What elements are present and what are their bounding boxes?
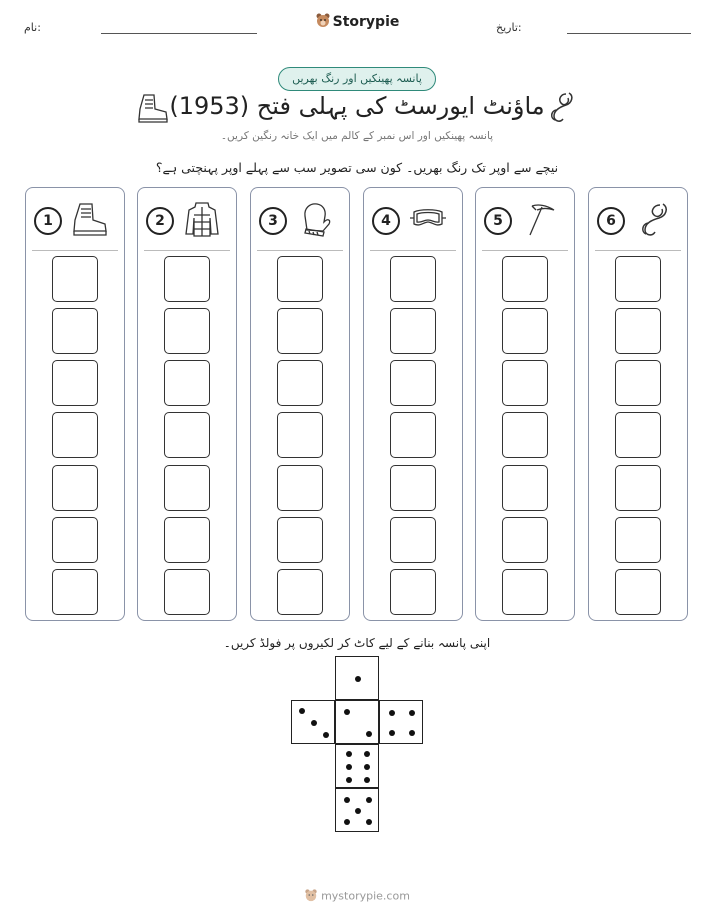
color-box[interactable] bbox=[164, 308, 210, 354]
dice-pip bbox=[346, 764, 352, 770]
column-2 bbox=[137, 187, 237, 621]
color-box[interactable] bbox=[277, 517, 323, 563]
column-divider bbox=[595, 250, 681, 251]
color-box[interactable] bbox=[164, 465, 210, 511]
jacket-icon bbox=[182, 200, 222, 238]
color-box[interactable] bbox=[615, 569, 661, 615]
color-box[interactable] bbox=[277, 569, 323, 615]
instruction-pill: پانسہ پھینکیں اور رنگ بھریں bbox=[278, 67, 436, 91]
brand-name: Storypie bbox=[332, 14, 400, 30]
boot-icon bbox=[70, 200, 110, 238]
color-box[interactable] bbox=[277, 256, 323, 302]
column-number: 1 bbox=[34, 207, 62, 235]
column-divider bbox=[257, 250, 343, 251]
color-box[interactable] bbox=[277, 308, 323, 354]
bear-footer-icon bbox=[304, 888, 318, 905]
dice-face-5 bbox=[335, 788, 379, 832]
bear-logo-icon bbox=[315, 12, 331, 32]
dice-pip bbox=[355, 808, 361, 814]
color-box[interactable] bbox=[615, 465, 661, 511]
mitten-icon bbox=[295, 200, 335, 238]
dice-pip bbox=[364, 777, 370, 783]
dice-pip bbox=[299, 708, 305, 714]
color-box[interactable] bbox=[277, 412, 323, 458]
column-number: 4 bbox=[372, 207, 400, 235]
page-title: ماؤنٹ ایورسٹ کی پہلی فتح (1953) bbox=[169, 92, 545, 120]
column-divider bbox=[482, 250, 568, 251]
dice-pip bbox=[346, 777, 352, 783]
column-4 bbox=[363, 187, 463, 621]
color-box[interactable] bbox=[615, 256, 661, 302]
column-3 bbox=[250, 187, 350, 621]
dice-face-3 bbox=[291, 700, 335, 744]
color-box[interactable] bbox=[502, 308, 548, 354]
column-6 bbox=[588, 187, 688, 621]
title-rope-icon bbox=[546, 90, 576, 124]
color-box[interactable] bbox=[390, 517, 436, 563]
color-box[interactable] bbox=[390, 569, 436, 615]
dice-face-1 bbox=[335, 656, 379, 700]
column-divider bbox=[144, 250, 230, 251]
dice-pip bbox=[364, 751, 370, 757]
color-box[interactable] bbox=[502, 256, 548, 302]
color-box[interactable] bbox=[502, 517, 548, 563]
color-box[interactable] bbox=[502, 569, 548, 615]
column-number: 2 bbox=[146, 207, 174, 235]
name-line[interactable] bbox=[101, 33, 257, 34]
dice-face-4 bbox=[379, 700, 423, 744]
footer bbox=[0, 888, 714, 905]
color-box[interactable] bbox=[615, 517, 661, 563]
dice-pip bbox=[389, 710, 395, 716]
dice-pip bbox=[364, 764, 370, 770]
dice-pip bbox=[355, 676, 361, 682]
footer-url[interactable]: mystorypie.com bbox=[321, 889, 410, 903]
dice-pip bbox=[366, 819, 372, 825]
name-label: نام: bbox=[24, 21, 41, 34]
color-box[interactable] bbox=[52, 256, 98, 302]
color-box[interactable] bbox=[52, 360, 98, 406]
color-box[interactable] bbox=[615, 360, 661, 406]
color-box[interactable] bbox=[390, 360, 436, 406]
color-box[interactable] bbox=[164, 256, 210, 302]
rope-icon bbox=[633, 200, 673, 238]
question-text: نیچے سے اوپر تک رنگ بھریں۔ کون سی تصویر سب سے پہلے اوپر پہنچتی ہے؟ bbox=[155, 160, 559, 175]
brand-logo bbox=[0, 12, 714, 32]
dice-face-2 bbox=[335, 700, 379, 744]
color-box[interactable] bbox=[502, 465, 548, 511]
color-box[interactable] bbox=[52, 517, 98, 563]
date-line[interactable] bbox=[567, 33, 691, 34]
color-box[interactable] bbox=[52, 465, 98, 511]
column-number: 6 bbox=[597, 207, 625, 235]
color-box[interactable] bbox=[164, 517, 210, 563]
color-box[interactable] bbox=[277, 465, 323, 511]
dice-pip bbox=[389, 730, 395, 736]
date-label: تاریخ: bbox=[496, 21, 522, 34]
column-divider bbox=[32, 250, 118, 251]
color-box[interactable] bbox=[390, 412, 436, 458]
color-box[interactable] bbox=[277, 360, 323, 406]
color-box[interactable] bbox=[164, 412, 210, 458]
color-box[interactable] bbox=[164, 569, 210, 615]
color-box[interactable] bbox=[390, 465, 436, 511]
ice-axe-icon bbox=[520, 200, 560, 238]
column-5 bbox=[475, 187, 575, 621]
column-number: 5 bbox=[484, 207, 512, 235]
dice-pip bbox=[366, 797, 372, 803]
column-1 bbox=[25, 187, 125, 621]
dice-pip bbox=[311, 720, 317, 726]
page-subtitle: پانسہ پھینکیں اور اس نمبر کے کالم میں ایک خانہ رنگین کریں۔ bbox=[220, 130, 494, 142]
dice-pip bbox=[409, 710, 415, 716]
dice-pip bbox=[344, 709, 350, 715]
color-box[interactable] bbox=[390, 308, 436, 354]
dice-pip bbox=[344, 819, 350, 825]
color-box[interactable] bbox=[52, 412, 98, 458]
color-box[interactable] bbox=[164, 360, 210, 406]
color-box[interactable] bbox=[615, 308, 661, 354]
dice-pip bbox=[344, 797, 350, 803]
color-box[interactable] bbox=[502, 412, 548, 458]
dice-pip bbox=[366, 731, 372, 737]
color-box[interactable] bbox=[52, 569, 98, 615]
color-box[interactable] bbox=[502, 360, 548, 406]
dice-pip bbox=[409, 730, 415, 736]
dice-pip bbox=[346, 751, 352, 757]
cut-instruction: اپنی پانسہ بنانے کے لیے کاٹ کر لکیروں پر فولڈ کریں۔ bbox=[223, 636, 491, 650]
dice-face-6 bbox=[335, 744, 379, 788]
dice-pip bbox=[323, 732, 329, 738]
goggles-icon bbox=[408, 200, 448, 238]
column-divider bbox=[370, 250, 456, 251]
color-box[interactable] bbox=[52, 308, 98, 354]
color-box[interactable] bbox=[390, 256, 436, 302]
column-number: 3 bbox=[259, 207, 287, 235]
color-box[interactable] bbox=[615, 412, 661, 458]
